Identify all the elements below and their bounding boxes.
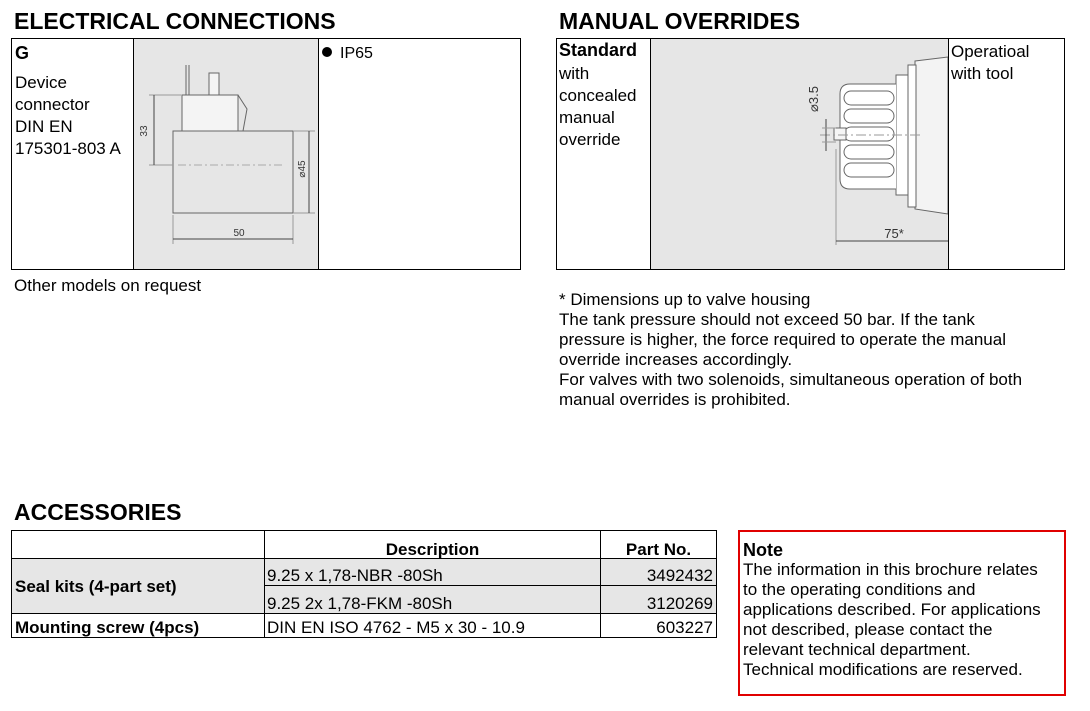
table-cell: 9.25 x 1,78-NBR -80Sh	[265, 559, 601, 586]
electrical-heading: ELECTRICAL CONNECTIONS	[14, 8, 336, 34]
col-description-header: Description	[265, 531, 601, 559]
accessories-table	[11, 530, 717, 638]
table-cell: 3120269	[601, 586, 716, 614]
bullet-icon	[322, 47, 332, 57]
table-cell: 603227	[656, 618, 713, 637]
electrical-table	[11, 38, 521, 270]
override-dimension-drawing	[650, 39, 948, 269]
dim-diameter-label: ⌀45	[297, 160, 308, 178]
dim-height-label: 33	[139, 125, 150, 137]
accessories-heading: ACCESSORIES	[14, 499, 182, 525]
seal-kits-label: Seal kits (4-part set)	[12, 559, 265, 614]
connector-dimension-drawing	[133, 39, 318, 269]
dim-width-label: 50	[233, 228, 245, 239]
manual-notes: * Dimensions up to valve housing The tank pressure should not exceed 50 bar. If the tank pressure is higher, the force required to operate the manual override increases accordingly. For valves with two solenoids, simultaneous operation of both manual overrides is prohibited.	[559, 290, 1023, 409]
mounting-screw-label: Mounting screw (4pcs)	[12, 614, 265, 637]
manual-heading: MANUAL OVERRIDES	[559, 8, 801, 34]
dim-override-diameter-label: ⌀3.5	[806, 86, 821, 112]
table-cell: DIN EN ISO 4762 - M5 x 30 - 10.9	[265, 614, 601, 637]
note-title: Note	[743, 540, 783, 560]
electrical-footnote: Other models on request	[14, 276, 202, 295]
manual-table	[556, 38, 1065, 270]
col-part-no-header: Part No.	[601, 531, 716, 559]
operation-description: Operatioal with tool	[951, 42, 1030, 83]
note-box: Note The information in this brochure relates to the operating conditions and applications described. For applications not described, please contact the relevant technical department. Technical modifications are reserved.	[738, 530, 1066, 696]
connector-description: Device connector DIN EN 175301-803 A	[15, 73, 121, 158]
table-cell: 9.25 2x 1,78-FKM -80Sh	[265, 586, 601, 614]
protection-class: IP65	[322, 45, 373, 63]
connector-code: G	[15, 43, 30, 63]
standard-title: Standard	[559, 40, 638, 60]
standard-description: with concealed manual override	[559, 64, 637, 149]
dim-override-length-label: 75*	[884, 226, 904, 241]
table-cell: 3492432	[601, 559, 716, 586]
